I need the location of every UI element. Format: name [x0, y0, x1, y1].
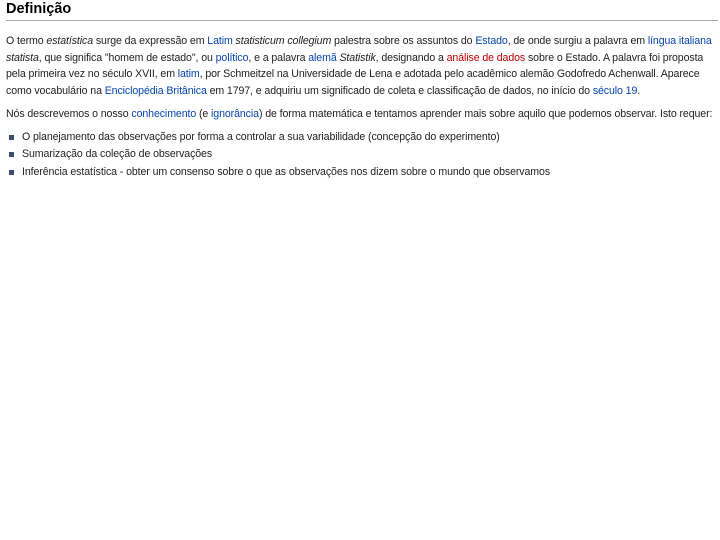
- list-item: [6, 164, 714, 182]
- paragraph-knowledge: [6, 106, 716, 123]
- text-run: O termo: [6, 35, 47, 47]
- link-analise-de-dados[interactable]: análise de dados: [446, 51, 526, 64]
- link-conhecimento[interactable]: conhecimento: [131, 108, 197, 120]
- list-item: [6, 146, 714, 164]
- link-seculo-19[interactable]: século 19: [592, 84, 638, 97]
- italic-term: statisticum collegium: [235, 35, 332, 47]
- bullet-icon: [9, 135, 14, 140]
- paragraph-definition: [6, 33, 716, 99]
- section-heading: Definição: [6, 0, 718, 21]
- link-enciclopedia-britanica[interactable]: Enciclopédia Britânica: [104, 84, 207, 97]
- text-run: , que significa "homem de estado", ou: [38, 51, 216, 64]
- text-run: palestra sobre os assuntos do: [331, 35, 476, 47]
- bullet-icon: [9, 152, 14, 157]
- text-run: (e: [196, 108, 212, 120]
- text-run: , por Schmeitzel na Universidade de Lena e adotada pelo acadêmico alemão Godofredo Achenwall. Aparece como vocabulário na: [6, 68, 700, 97]
- list-item-text: O planejamento das observações por forma a controlar a sua variabilidade (concepção do experimento): [22, 130, 500, 143]
- text-run: Nós descrevemos o nosso: [6, 108, 132, 120]
- italic-term: estatística: [46, 35, 93, 47]
- text-run: , de onde surgiu a palavra em: [507, 35, 648, 47]
- bullet-icon: [9, 170, 14, 175]
- text-run: , designando a: [375, 51, 447, 64]
- text-run: em 1797, e adquiriu um significado de coleta e classificação de dados, no início do: [206, 84, 593, 97]
- text-run: .: [637, 84, 641, 97]
- link-latim[interactable]: Latim: [207, 35, 233, 47]
- italic-term: Statistik: [339, 51, 376, 64]
- link-latim-2[interactable]: latim: [177, 68, 200, 80]
- list-item: [6, 129, 714, 147]
- link-estado[interactable]: Estado: [475, 35, 508, 47]
- list-item-text: Sumarização da coleção de observações: [22, 148, 213, 160]
- requirements-list: [6, 129, 714, 182]
- link-lingua-italiana[interactable]: língua italiana: [647, 35, 712, 47]
- link-politico[interactable]: político: [215, 51, 249, 64]
- link-ignorancia[interactable]: ignorância: [211, 108, 259, 120]
- link-alema[interactable]: alemã: [308, 51, 337, 64]
- text-run: surge da expressão em: [93, 35, 208, 47]
- text-run: ) de forma matemática e tentamos aprender mais sobre aquilo que podemos observar. Isto requer:: [258, 108, 713, 120]
- text-run: , e a palavra: [248, 51, 309, 64]
- italic-term: statista: [6, 51, 39, 64]
- list-item-text: Inferência estatística - obter um consenso sobre o que as observações nos dizem sobre o mundo que observamos: [22, 165, 551, 178]
- text-run: sobre o Estado. A palavra foi proposta pela primeira vez no século XVII, em: [6, 51, 704, 80]
